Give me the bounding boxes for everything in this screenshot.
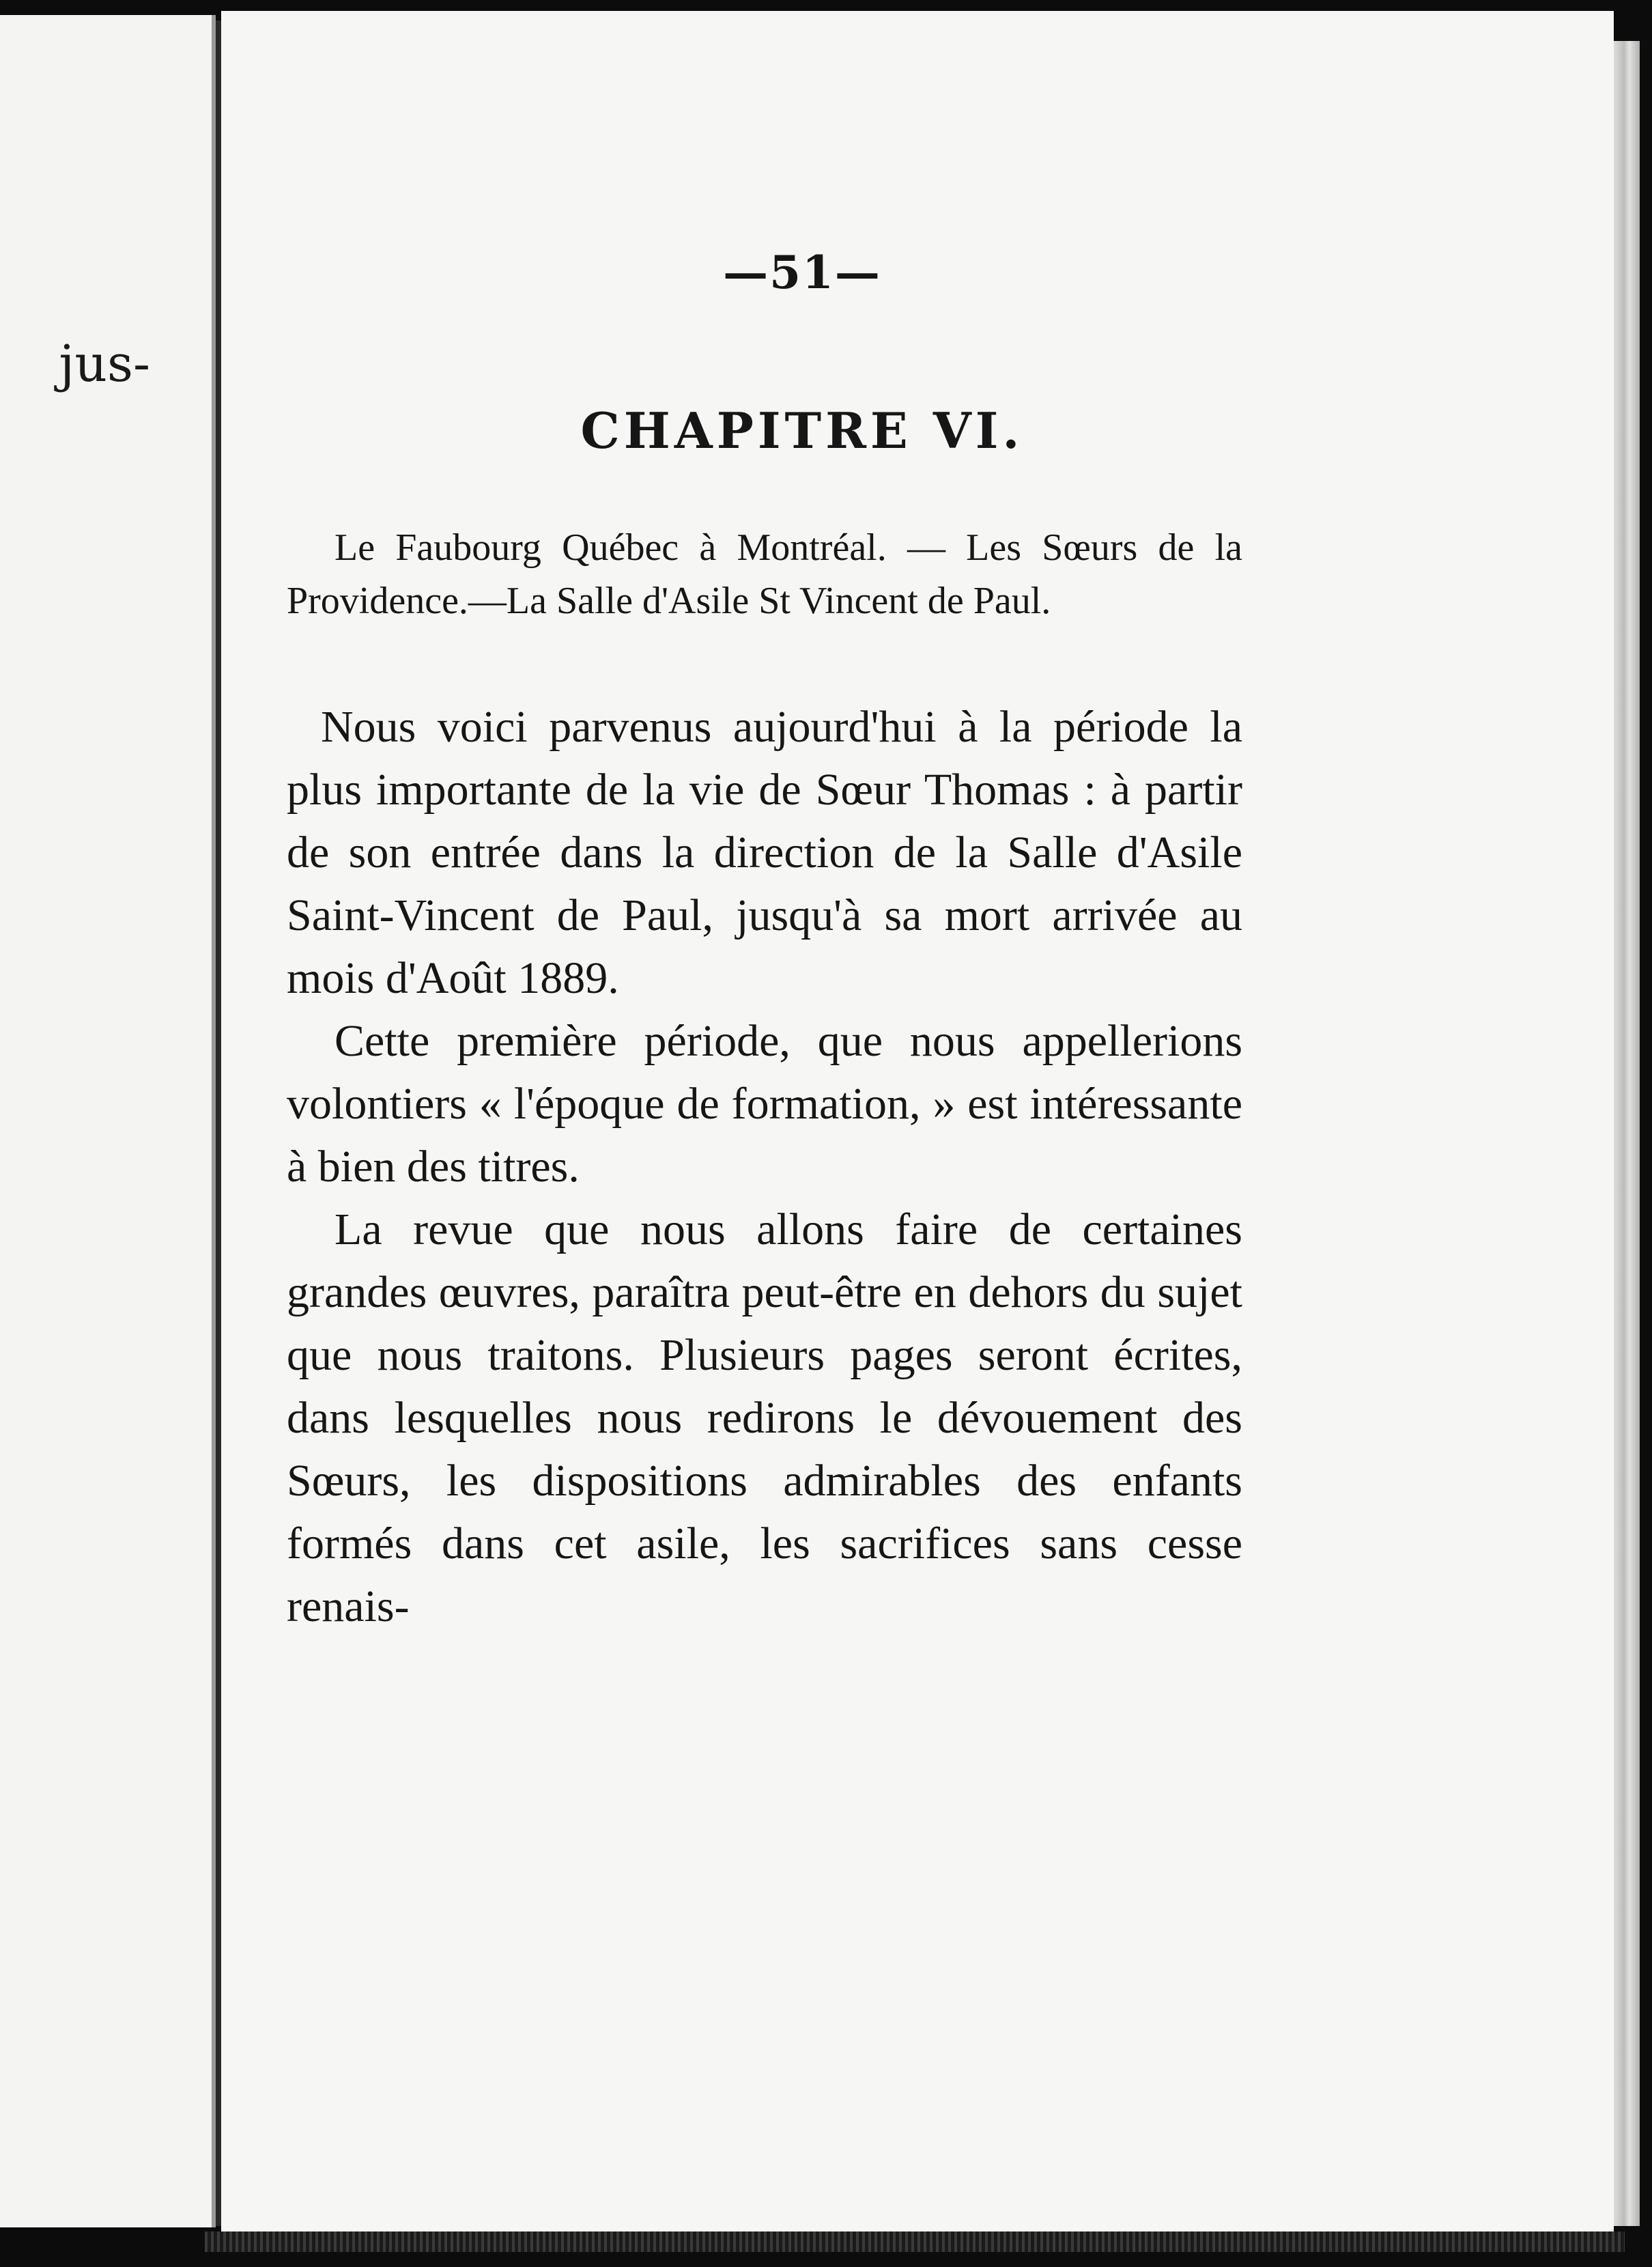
paragraph-3: La revue que nous allons faire de certaines grandes œuvres, paraîtra peut-être en dehors du sujet que nous traitons. Plusieurs pages seront écrites, dans lesquelles nous redirons le dévouement des Sœurs, les dispositions admirables des enfants formés dans cet asile, les sacrifices sans cesse renais- bbox=[287, 1205, 1242, 1631]
book-bottom-edge bbox=[205, 2231, 1625, 2252]
page-text-block bbox=[287, 246, 1242, 1638]
chapter-summary: Le Faubourg Québec à Montréal. — Les Sœurs de la Providence.—La Salle d'Asile St Vincent de Paul. bbox=[287, 526, 1242, 622]
paragraph-2: Cette première période, que nous appellerions volontiers « l'époque de formation, » est intéressante à bien des titres. bbox=[287, 1016, 1242, 1192]
book-gutter bbox=[216, 20, 221, 2226]
paragraph-1: Nous voici parvenus aujourd'hui à la période la plus importante de la vie de Sœur Thomas : à partir de son entrée dans la direction de la Salle d'Asile Saint-Vincent de Paul, jusqu'à sa mort arrivée au mois d'Août 1889. bbox=[287, 702, 1242, 1003]
page-edge-stack bbox=[1614, 41, 1640, 2226]
chapter-title: CHAPITRE VI. bbox=[580, 402, 1024, 460]
left-page-text-fragment: jus- bbox=[59, 335, 150, 393]
page-number: —51— bbox=[723, 246, 881, 299]
left-facing-page bbox=[0, 15, 216, 2227]
